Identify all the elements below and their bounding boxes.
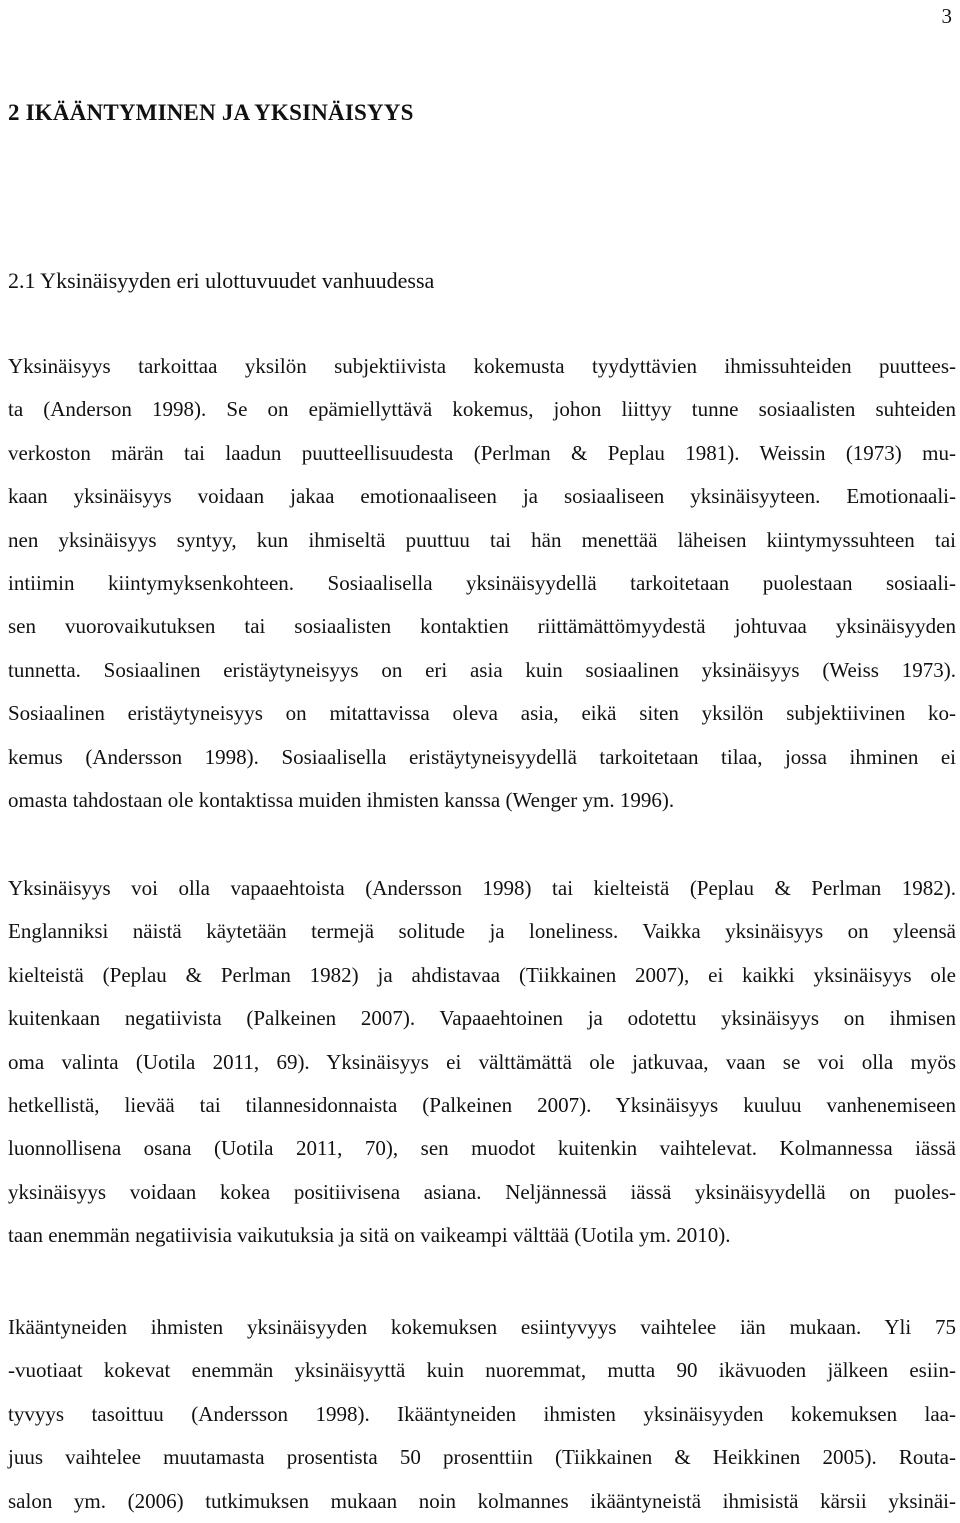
text-line: salon ym. (2006) tutkimuksen mukaan noin kolmannes ikääntyneistä ihmisistä kärsii yksinäi-: [8, 1488, 956, 1513]
page-number: 3: [941, 4, 952, 28]
text-line: luonnollisena osana (Uotila 2011, 70), sen muodot kuitenkin vaihtelevat. Kolmannessa iässä: [8, 1136, 956, 1161]
text-line: Englanniksi näistä käytetään termejä solitude ja loneliness. Vaikka yksinäisyys on yleensä: [8, 919, 956, 944]
chapter-heading: 2 IKÄÄNTYMINEN JA YKSINÄISYYS: [8, 100, 414, 125]
text-line: Yksinäisyys tarkoittaa yksilön subjektiivista kokemusta tyydyttävien ihmissuhteiden puuttees-: [8, 354, 956, 378]
text-line: hetkellistä, lievää tai tilannesidonnaista (Palkeinen 2007). Yksinäisyys kuuluu vanhenemiseen: [8, 1092, 956, 1117]
text-line: tyvyys tasoittuu (Andersson 1998). Ikääntyneiden ihmisten yksinäisyyden kokemuksen laa-: [8, 1401, 956, 1426]
text-line: verkoston märän tai laadun puutteellisuudesta (Perlman & Peplau 1981). Weissin (1973) mu-: [8, 440, 956, 465]
text-line: sen vuorovaikutuksen tai sosiaalisten kontaktien riittämättömyydestä johtuvaa yksinäisyyden: [8, 614, 956, 639]
text-line: Yksinäisyys voi olla vapaaehtoista (Andersson 1998) tai kielteistä (Peplau & Perlman 1982).: [8, 876, 956, 900]
text-line: juus vaihtelee muutamasta prosentista 50 prosenttiin (Tiikkainen & Heikkinen 2005). Routa-: [8, 1445, 956, 1470]
text-line: ta (Anderson 1998). Se on epämiellyttävä kokemus, johon liittyy tunne sosiaalisten suhteiden: [8, 397, 956, 422]
text-line: -vuotiaat kokevat enemmän yksinäisyyttä kuin nuoremmat, mutta 90 ikävuoden jälkeen esiin-: [8, 1358, 956, 1383]
section-heading: 2.1 Yksinäisyyden eri ulottuvuudet vanhuudessa: [8, 268, 435, 293]
text-line: omasta tahdostaan ole kontaktissa muiden ihmisten kanssa (Wenger ym. 1996).: [8, 787, 675, 812]
text-line: kuitenkaan negatiivista (Palkeinen 2007). Vapaaehtoinen ja odotettu yksinäisyys on ihmisen: [8, 1006, 956, 1031]
text-line: kemus (Andersson 1998). Sosiaalisella eristäytyneisyydellä tarkoitetaan tilaa, jossa ihminen ei: [8, 744, 956, 769]
text-line: yksinäisyys voidaan kokea positiivisena asiana. Neljännessä iässä yksinäisyydellä on puoles-: [8, 1179, 956, 1204]
text-line: Sosiaalinen eristäytyneisyys on mitattavissa oleva asia, eikä siten yksilön subjektiivinen ko-: [8, 701, 956, 726]
text-line: nen yksinäisyys syntyy, kun ihmiseltä puuttuu tai hän menettää läheisen kiintymyssuhteen tai: [8, 527, 956, 552]
text-line: kaan yksinäisyys voidaan jakaa emotionaaliseen ja sosiaaliseen yksinäisyyteen. Emotionaali-: [8, 484, 956, 509]
text-line: oma valinta (Uotila 2011, 69). Yksinäisyys ei välttämättä ole jatkuvaa, vaan se voi olla myös: [8, 1049, 956, 1074]
paragraph-2: [8, 867, 956, 1258]
text-line: Ikääntyneiden ihmisten yksinäisyyden kokemuksen esiintyvyys vaihtelee iän mukaan. Yli 75: [8, 1315, 956, 1339]
text-line: kielteistä (Peplau & Perlman 1982) ja ahdistavaa (Tiikkainen 2007), ei kaikki yksinäisyys ole: [8, 962, 956, 987]
text-line: intiimin kiintymyksenkohteen. Sosiaalisella yksinäisyydellä tarkoitetaan puolestaan sosiaali-: [8, 570, 956, 595]
paragraph-1: [8, 345, 956, 822]
paragraph-3: [8, 1306, 956, 1523]
text-line: taan enemmän negatiivisia vaikutuksia ja sitä on vaikeampi välttää (Uotila ym. 2010).: [8, 1223, 731, 1248]
text-line: tunnetta. Sosiaalinen eristäytyneisyys on eri asia kuin sosiaalinen yksinäisyys (Weiss 1973).: [8, 657, 956, 682]
